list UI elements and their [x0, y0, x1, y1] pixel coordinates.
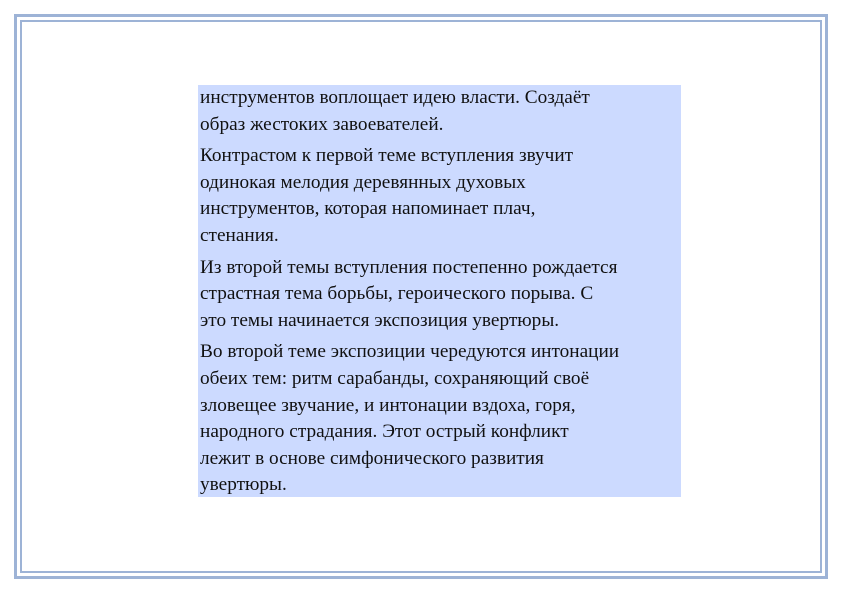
paragraph-4: Во второй теме экспозиции чередуются интонации обеих тем: ритм сарабанды, сохраняющий своё зловещее звучание, и интонации вздоха, горя, народного страдания. Этот острый конфликт лежит в основе симфонического развития увертюры.	[200, 341, 620, 496]
text-box[interactable]	[198, 85, 681, 497]
paragraph-1: инструментов воплощает идею власти. Создаёт образ жестоких завоевателей.	[200, 87, 590, 135]
paragraph-2: Контрастом к первой теме вступления звучит одинокая мелодия деревянных духовых инструментов, которая напоминает плач, стенания.	[200, 145, 574, 246]
paragraph-3: Из второй темы вступления постепенно рождается страстная тема борьбы, героического порыва. С это темы начинается экспозиция увертюры.	[200, 256, 618, 331]
